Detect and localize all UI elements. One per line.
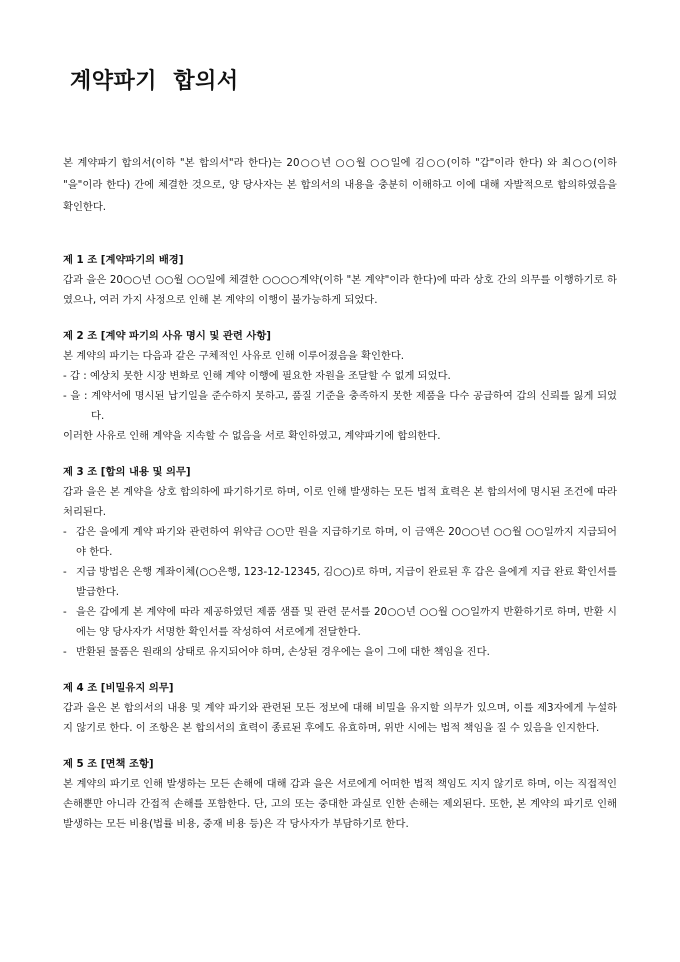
intro-paragraph: 본 계약파기 합의서(이하 "본 합의서"라 한다)는 20○○년 ○○월 ○○일에 김○○(이하 "갑"이라 한다) 와 최○○(이하 "을"이라 한다) 간에 체결한 것으로, 양 당사자는 본 합의서의 내용을 충분히 이해하고 이에 대해 자발적으로 합의하였음을 확인한다. bbox=[63, 157, 617, 213]
list-item bbox=[63, 562, 617, 602]
bullet-marker: - bbox=[63, 646, 67, 658]
article-body: 본 계약의 파기는 다음과 같은 구체적인 사유로 인해 이루어졌음을 확인한다. bbox=[63, 350, 405, 362]
article-3 bbox=[63, 462, 617, 662]
document-title: 계약파기 합의서 bbox=[70, 69, 239, 94]
list-item-text: - 갑 : 예상치 못한 시장 변화로 인해 계약 이행에 필요한 자원을 조달할 수 없게 되었다. bbox=[63, 370, 451, 382]
article-body: 갑과 을은 본 합의서의 내용 및 계약 파기와 관련된 모든 정보에 대해 비밀을 유지할 의무가 있으며, 이를 제3자에게 누설하지 않기로 한다. 이 조항은 본 합의서의 효력이 종료된 후에도 유효하며, 위반 시에는 법적 책임을 질 수 있음을 인지한다. bbox=[63, 702, 617, 734]
article-heading: 제 1 조 [계약파기의 배경] bbox=[63, 254, 184, 266]
list-item-text: - 을 : 계약서에 명시된 납기일을 준수하지 못하고, 품질 기준을 충족하지 못한 제품을 다수 공급하여 갑의 신뢰를 잃게 되었다. bbox=[63, 390, 617, 422]
bullet-marker: - bbox=[63, 526, 67, 538]
article-closing: 이러한 사유로 인해 계약을 지속할 수 없음을 서로 확인하였고, 계약파기에 합의한다. bbox=[63, 430, 441, 442]
article-body: 본 계약의 파기로 인해 발생하는 모든 손해에 대해 갑과 을은 서로에게 어떠한 법적 책임도 지지 않기로 하며, 이는 직접적인 손해뿐만 아니라 간접적 손해를 포함한다. 단, 고의 또는 중대한 과실로 인한 손해는 제외된다. 또한, 본 계약의 파기로 인해 발생하는 모든 비용(법률 비용, 중재 비용 등)은 각 당사자가 부담하기로 한다. bbox=[63, 778, 617, 830]
list-item-text: 반환된 물품은 원래의 상태로 유지되어야 하며, 손상된 경우에는 을이 그에 대한 책임을 진다. bbox=[76, 646, 490, 658]
article-body: 갑과 을은 본 계약을 상호 합의하에 파기하기로 하며, 이로 인해 발생하는 모든 법적 효력은 본 합의서에 명시된 조건에 따라 처리된다. bbox=[63, 486, 617, 518]
list-item bbox=[63, 642, 617, 662]
list-item bbox=[63, 366, 617, 386]
list-item bbox=[63, 386, 617, 426]
list-item-text: 지급 방법은 은행 계좌이체(○○은행, 123-12-12345, 김○○)로 하며, 지급이 완료된 후 갑은 을에게 지급 완료 확인서를 발급한다. bbox=[76, 566, 617, 598]
article-1 bbox=[63, 250, 617, 310]
article-heading: 제 2 조 [계약 파기의 사유 명시 및 관련 사항] bbox=[63, 330, 271, 342]
list-item bbox=[63, 522, 617, 562]
article-heading: 제 4 조 [비밀유지 의무] bbox=[63, 682, 174, 694]
article-body: 갑과 을은 20○○년 ○○월 ○○일에 체결한 ○○○○계약(이하 "본 계약"이라 한다)에 따라 상호 간의 의무를 이행하기로 하였으나, 여러 가지 사정으로 인해 본 계약의 이행이 불가능하게 되었다. bbox=[63, 274, 617, 306]
articles bbox=[63, 250, 617, 850]
list-item-text: 갑은 을에게 계약 파기와 관련하여 위약금 ○○만 원을 지급하기로 하며, 이 금액은 20○○년 ○○월 ○○일까지 지급되어야 한다. bbox=[76, 526, 617, 558]
article-4 bbox=[63, 678, 617, 738]
list-item bbox=[63, 602, 617, 642]
bullet-marker: - bbox=[63, 566, 67, 578]
list-item-text: 을은 갑에게 본 계약에 따라 제공하였던 제품 샘플 및 관련 문서를 20○○년 ○○월 ○○일까지 반환하기로 하며, 반환 시에는 양 당사자가 서명한 확인서를 작성하여 서로에게 전달한다. bbox=[76, 606, 617, 638]
article-5 bbox=[63, 754, 617, 834]
article-2 bbox=[63, 326, 617, 446]
article-heading: 제 3 조 [합의 내용 및 의무] bbox=[63, 466, 191, 478]
article-heading: 제 5 조 [면책 조항] bbox=[63, 758, 154, 770]
bullet-marker: - bbox=[63, 606, 67, 618]
